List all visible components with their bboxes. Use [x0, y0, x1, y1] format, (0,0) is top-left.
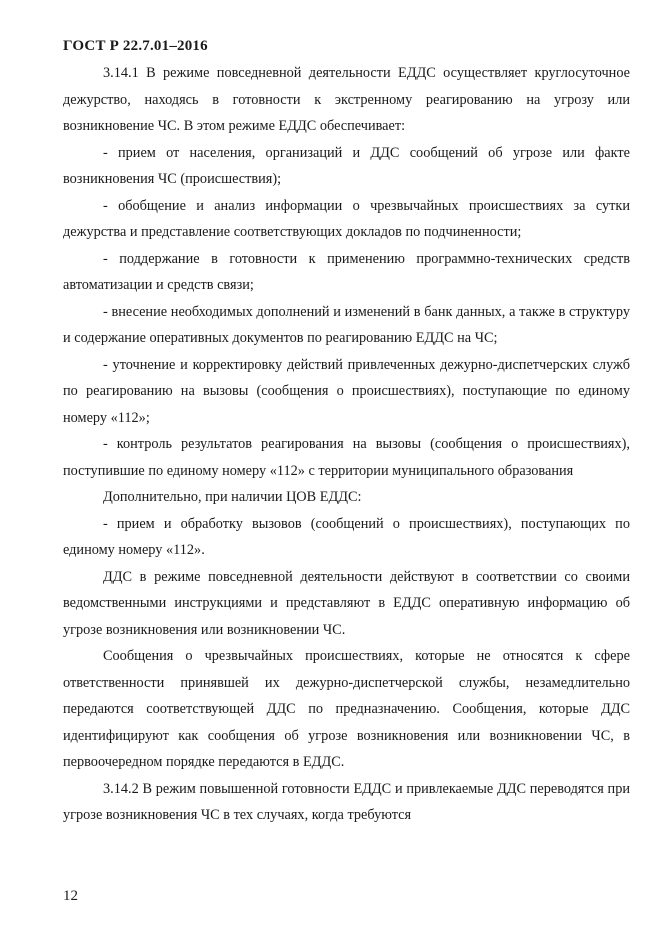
list-item: - прием и обработку вызовов (сообщений о происшествиях), поступающих по единому номеру «112». — [63, 515, 630, 558]
list-item: - поддержание в готовности к применению программно-технических средств автоматизации и средств связи; — [63, 250, 630, 293]
document-header: ГОСТ Р 22.7.01–2016 — [63, 38, 208, 54]
document-body — [63, 60, 630, 829]
list-item: - внесение необходимых дополнений и изменений в банк данных, а также в структуру и содержание оперативных документов по реагированию ЕДДС на ЧС; — [63, 303, 630, 346]
paragraph-dds: ДДС в режиме повседневной деятельности действуют в соответствии со своими ведомственными инструкциями и представляют в ЕДДС оперативную информацию об угрозе возникновения или возникновении ЧС. — [63, 568, 630, 638]
page-number: 12 — [63, 888, 78, 904]
paragraph-3-14-1: 3.14.1 В режиме повседневной деятельности ЕДДС осуществляет круглосуточное дежурство, находясь в готовности к экстренному реагированию на угрозу или возникновение ЧС. В этом режиме ЕДДС обеспечивает: — [63, 65, 630, 134]
list-item: - прием от населения, организаций и ДДС сообщений об угрозе или факте возникновения ЧС (происшествия); — [63, 144, 630, 187]
list-item: - контроль результатов реагирования на вызовы (сообщения о происшествиях), поступившие по единому номеру «112» с территории муниципального образования — [63, 436, 630, 479]
paragraph-messages: Сообщения о чрезвычайных происшествиях, которые не относятся к сфере ответственности принявшей их дежурно-диспетчерской службы, незамедлительно передаются соответствующей ДДС по предназначению. Сообщения, которые ДДС идентифицируют как сообщения об угрозе возникновения или возникновении ЧС, в первоочередном порядке передаются в ЕДДС. — [63, 648, 630, 770]
list-item: - обобщение и анализ информации о чрезвычайных происшествиях за сутки дежурства и представление соответствующих докладов по подчиненности; — [63, 197, 630, 240]
list-item: - уточнение и корректировку действий привлеченных дежурно-диспетчерских служб по реагированию на вызовы (сообщения о происшествиях), поступающие по единому номеру «112»; — [63, 356, 630, 426]
paragraph-additional: Дополнительно, при наличии ЦОВ ЕДДС: — [103, 489, 362, 505]
paragraph-3-14-2: 3.14.2 В режим повышенной готовности ЕДДС и привлекаемые ДДС переводятся при угрозе возникновения ЧС в тех случаях, когда требуются — [63, 780, 630, 823]
